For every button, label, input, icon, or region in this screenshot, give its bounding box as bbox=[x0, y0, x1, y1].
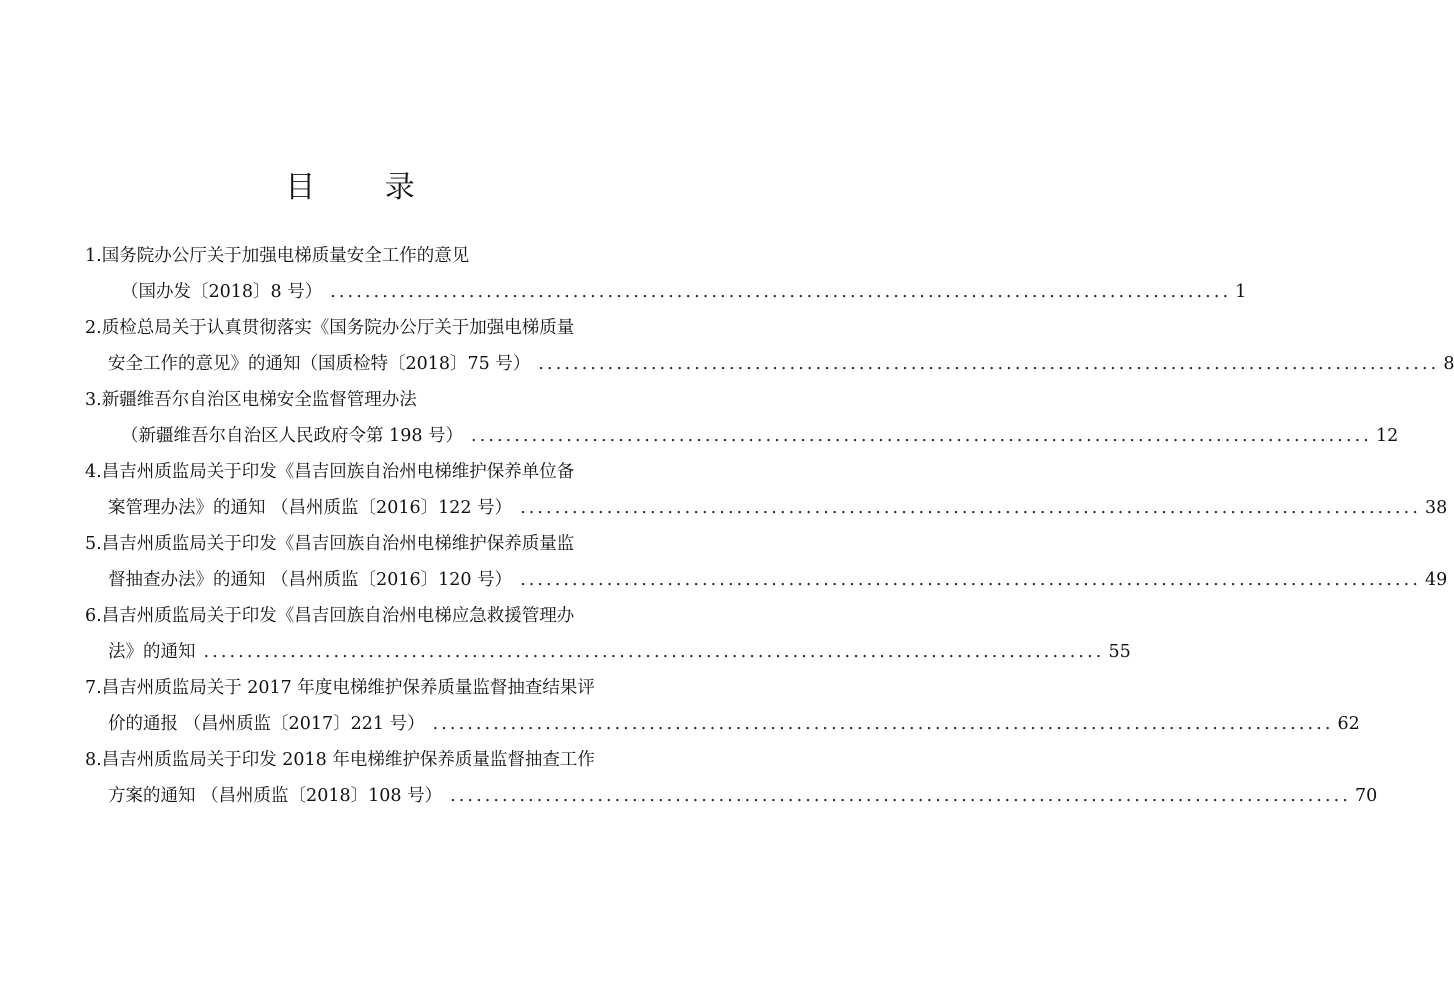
toc-entry-line bbox=[0, 634, 1131, 670]
toc-entry-title: 5.昌吉州质监局关于印发《昌吉回族自治州电梯维护保养质量监 bbox=[85, 534, 575, 554]
toc-entry-title: 7.昌吉州质监局关于 2017 年度电梯维护保养质量监督抽查结果评 bbox=[85, 678, 595, 698]
toc-list bbox=[0, 238, 1454, 814]
toc-entry-4[interactable] bbox=[0, 454, 1448, 526]
toc-entry-1[interactable] bbox=[0, 238, 1247, 310]
toc-page-number: 62 bbox=[1337, 714, 1360, 734]
toc-entry-title: 2.质检总局关于认真贯彻落实《国务院办公厅关于加强电梯质量 bbox=[85, 318, 575, 338]
toc-entry-title: 6.昌吉州质监局关于印发《昌吉回族自治州电梯应急救援管理办 bbox=[85, 606, 575, 626]
toc-entry-subtitle: 方案的通知 （昌州质监〔2018〕108 号） bbox=[108, 786, 443, 806]
toc-page-number: 70 bbox=[1355, 786, 1378, 806]
toc-entry-2[interactable] bbox=[0, 310, 1454, 382]
toc-entry-line bbox=[0, 346, 1454, 382]
toc-entry-subtitle: （国办发〔2018〕8 号） bbox=[121, 282, 323, 302]
toc-entry-title: 8.昌吉州质监局关于印发 2018 年电梯维护保养质量监督抽查工作 bbox=[85, 750, 595, 770]
toc-entry-3[interactable] bbox=[0, 382, 1399, 454]
toc-entry-title: 4.昌吉州质监局关于印发《昌吉回族自治州电梯维护保养单位备 bbox=[85, 462, 575, 482]
toc-entry-subtitle: （新疆维吾尔自治区人民政府令第 198 号） bbox=[121, 426, 464, 446]
toc-entry-subtitle: 法》的通知 bbox=[108, 642, 196, 662]
toc-entry-line bbox=[0, 562, 1448, 598]
toc-page-number: 1 bbox=[1235, 282, 1247, 302]
dot-leader: ........................................................................................................ bbox=[520, 570, 1421, 590]
toc-entry-line bbox=[0, 418, 1399, 454]
toc-title: 目 录 bbox=[285, 170, 445, 205]
toc-entry-8[interactable] bbox=[0, 742, 1378, 814]
dot-leader: ........................................................................................................ bbox=[450, 786, 1352, 806]
toc-entry-line bbox=[0, 274, 1247, 310]
toc-entry-6[interactable] bbox=[0, 598, 1131, 670]
dot-leader: ........................................................................................................ bbox=[520, 498, 1421, 518]
toc-entry-7[interactable] bbox=[0, 670, 1360, 742]
dot-leader: ........................................................................................................ bbox=[203, 642, 1105, 662]
toc-page-number: 8 bbox=[1443, 354, 1454, 374]
toc-entry-line bbox=[0, 706, 1360, 742]
toc-page-number: 55 bbox=[1108, 642, 1131, 662]
dot-leader: ........................................................................................................ bbox=[432, 714, 1334, 734]
toc-entry-subtitle: 督抽查办法》的通知 （昌州质监〔2016〕120 号） bbox=[108, 570, 513, 590]
toc-page-number: 49 bbox=[1425, 570, 1448, 590]
toc-page-number: 12 bbox=[1375, 426, 1399, 446]
dot-leader: ........................................................................................................ bbox=[330, 282, 1232, 302]
dot-leader: ........................................................................................................ bbox=[471, 426, 1372, 446]
toc-entry-subtitle: 价的通报 （昌州质监〔2017〕221 号） bbox=[108, 714, 425, 734]
toc-entry-subtitle: 案管理办法》的通知 （昌州质监〔2016〕122 号） bbox=[108, 498, 513, 518]
toc-entry-title: 1.国务院办公厅关于加强电梯质量安全工作的意见 bbox=[85, 246, 470, 266]
toc-page-number: 38 bbox=[1425, 498, 1448, 518]
toc-entry-subtitle: 安全工作的意见》的通知（国质检特〔2018〕75 号） bbox=[108, 354, 531, 374]
toc-entry-line bbox=[0, 490, 1448, 526]
toc-entry-5[interactable] bbox=[0, 526, 1448, 598]
toc-entry-line bbox=[0, 778, 1378, 814]
dot-leader: ........................................................................................................ bbox=[538, 354, 1440, 374]
toc-entry-title: 3.新疆维吾尔自治区电梯安全监督管理办法 bbox=[85, 390, 417, 410]
